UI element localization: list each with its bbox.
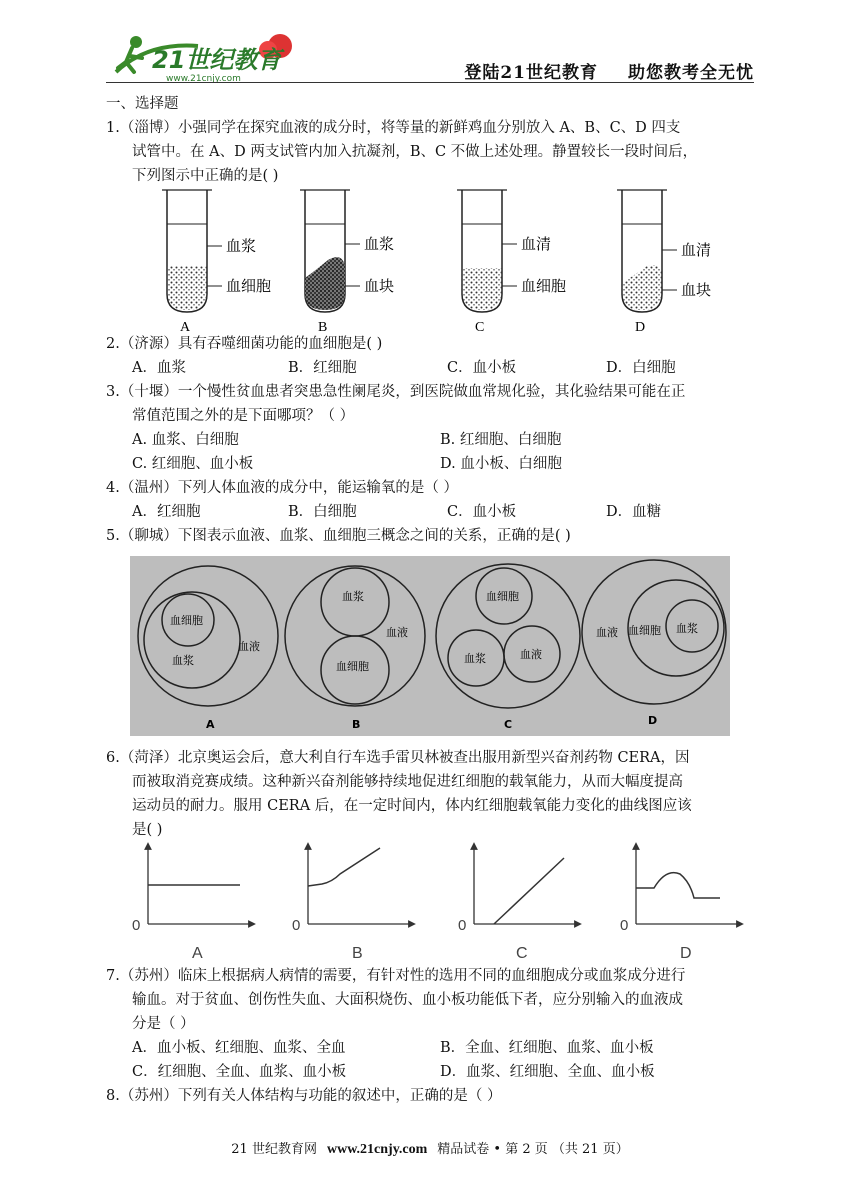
- q2-option-c: C．血小板: [447, 360, 517, 376]
- header-divider: [106, 82, 754, 83]
- diagram-d-label-3: 血浆: [676, 622, 698, 635]
- tube-a-bottom-label: 血细胞: [226, 277, 272, 295]
- logo: [108, 28, 308, 84]
- q1-test-tubes-figure: [150, 186, 750, 336]
- q4-option-a: A．红细胞: [132, 504, 201, 520]
- q3-line-2: 常值范围之外的是下面哪项？（ ）: [132, 408, 355, 424]
- q7-line-1: 7.（苏州）临床上根据病人病情的需要，有针对性的选用不同的血细胞成分或血浆成分进行: [106, 968, 686, 984]
- q3-line-1: 3.（十堰）一个慢性贫血患者突患急性阑尾炎，到医院做血常规化验，其化验结果可能在正: [106, 384, 686, 400]
- graph-c-letter: C: [516, 945, 528, 962]
- tube-d: [617, 190, 711, 335]
- diagram-d-label-2: 血细胞: [628, 624, 661, 637]
- graph-a-zero: 0: [132, 917, 141, 934]
- page-footer: [0, 1138, 860, 1158]
- q3-option-b: B. 红细胞、白细胞: [440, 432, 562, 448]
- q6-line-3: 运动员的耐力。服用 CERA 后，在一定时间内，体内红细胞载氧能力变化的曲线图应该: [132, 798, 692, 814]
- footer-url: www.21cnjy.com: [326, 1142, 428, 1157]
- logo-text: 21世纪教育: [152, 46, 282, 74]
- footer-page-info: 精品试卷 • 第 2 页 （共 21 页）: [437, 1142, 629, 1157]
- q7-line-3: 分是（ ）: [132, 1016, 195, 1032]
- diagram-b-label-2: 血液: [386, 626, 408, 639]
- tube-b-bottom-label: 血块: [364, 277, 395, 295]
- tube-c-bottom-label: 血细胞: [521, 277, 567, 295]
- diagram-c-label-2: 血浆: [464, 652, 486, 665]
- tube-d-top-label: 血清: [681, 241, 712, 259]
- q7-option-d: D．血浆、红细胞、全血、血小板: [440, 1064, 655, 1080]
- tube-a: [162, 190, 271, 335]
- q2-option-a: A．血浆: [132, 360, 186, 376]
- q4-option-d: D．血糖: [606, 504, 662, 520]
- q5-text: 5.（聊城）下图表示血液、血浆、血细胞三概念之间的关系，正确的是( ): [106, 528, 571, 544]
- q2-option-d: D．白细胞: [606, 360, 676, 376]
- q2-option-b: B．红细胞: [288, 360, 357, 376]
- q4-text: 4.（温州）下列人体血液的成分中，能运输氧的是（ ）: [106, 480, 458, 496]
- graph-b-zero: 0: [292, 917, 301, 934]
- graph-d-zero: 0: [620, 917, 629, 934]
- diagram-a-letter: A: [206, 718, 215, 731]
- q2-text: 2.（济源）具有吞噬细菌功能的血细胞是( ): [106, 336, 383, 352]
- graph-d-letter: D: [680, 945, 692, 962]
- q3-option-a: A. 血浆、白细胞: [132, 432, 239, 448]
- header-site: 登陆21世纪教育: [464, 63, 598, 83]
- q7-option-b: B．全血、红细胞、血浆、血小板: [440, 1040, 654, 1056]
- logo-url: www.21cnjy.com: [166, 74, 241, 84]
- tube-c-top-label: 血清: [521, 235, 552, 253]
- section-title: 一、选择题: [106, 96, 179, 112]
- q1-line-1: 1.（淄博）小强同学在探究血液的成分时，将等量的新鲜鸡血分别放入 A、B、C、D 四支: [106, 120, 681, 136]
- diagram-a-label-1: 血细胞: [170, 614, 203, 627]
- diagram-d-letter: D: [648, 714, 658, 727]
- header-slogan: [464, 58, 754, 83]
- q3-option-d: D. 血小板、白细胞: [440, 456, 562, 472]
- graph-a: [132, 846, 252, 962]
- diagram-c-label-1: 血细胞: [486, 590, 519, 603]
- tube-c-letter: C: [475, 320, 485, 335]
- tube-d-bottom-label: 血块: [681, 281, 712, 299]
- diagram-a-label-3: 血液: [238, 640, 260, 653]
- diagram-b-label-1: 血浆: [342, 590, 364, 603]
- footer-site: 21 世纪教育网: [231, 1142, 317, 1157]
- tube-b-top-label: 血浆: [364, 235, 395, 253]
- header-tagline: 助您教考全无忧: [628, 63, 754, 83]
- graph-c: [458, 846, 578, 962]
- q7-option-c: C．红细胞、全血、血浆、血小板: [132, 1064, 347, 1080]
- diagram-a-label-2: 血浆: [172, 654, 194, 667]
- tube-c: [457, 190, 566, 335]
- diagram-c-label-3: 血液: [520, 648, 542, 661]
- q7-option-a: A．血小板、红细胞、血浆、全血: [132, 1040, 346, 1056]
- q1-line-2: 试管中。在 A、D 两支试管内加入抗凝剂，B、C 不做上述处理。静置较长一段时间后，: [132, 144, 698, 160]
- q5-concept-diagrams: [130, 556, 730, 736]
- q7-line-2: 输血。对于贫血、创伤性失血、大面积烧伤、血小板功能低下者，应分别输入的血液成: [132, 992, 683, 1008]
- graph-b-letter: B: [352, 945, 363, 962]
- tube-a-top-label: 血浆: [226, 237, 257, 255]
- tube-b: [300, 190, 394, 335]
- tube-b-letter: B: [318, 320, 328, 335]
- diagram-b-label-3: 血细胞: [336, 660, 369, 673]
- diagram-b-letter: B: [352, 718, 361, 731]
- tube-a-letter: A: [180, 320, 191, 335]
- tube-d-letter: D: [635, 320, 646, 335]
- graph-a-letter: A: [192, 945, 203, 962]
- diagram-d-label-1: 血液: [596, 626, 618, 639]
- q3-option-c: C. 红细胞、血小板: [132, 456, 254, 472]
- q4-option-c: C．血小板: [447, 504, 517, 520]
- q6-line-1: 6.（菏泽）北京奥运会后，意大利自行车选手雷贝林被查出服用新型兴奋剂药物 CERA，因: [106, 750, 690, 766]
- q4-option-b: B．白细胞: [288, 504, 357, 520]
- graph-c-zero: 0: [458, 917, 467, 934]
- q1-line-3: 下列图示中正确的是( ): [132, 168, 279, 184]
- graph-b: [292, 846, 412, 962]
- q6-line-4: 是( ): [132, 822, 163, 838]
- diagram-c-letter: C: [504, 718, 513, 731]
- graph-d: [620, 846, 740, 962]
- q6-line-2: 而被取消竞赛成绩。这种新兴奋剂能够持续地促进红细胞的载氧能力，从而大幅度提高: [132, 774, 683, 790]
- q6-graphs: [128, 840, 748, 968]
- q8-text: 8.（苏州）下列有关人体结构与功能的叙述中，正确的是（ ）: [106, 1088, 502, 1104]
